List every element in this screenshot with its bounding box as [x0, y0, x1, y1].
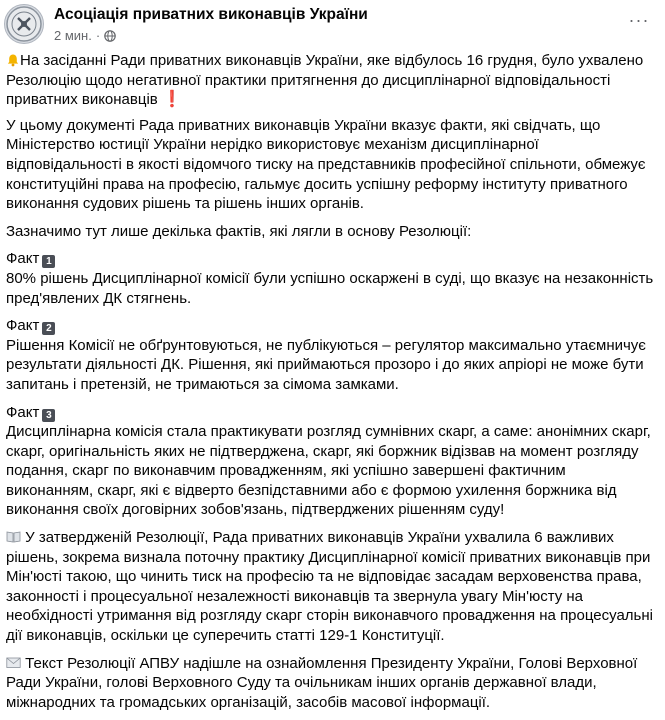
fact-label: Факт — [6, 317, 40, 335]
book-icon — [6, 530, 21, 543]
fact-label: Факт — [6, 250, 40, 268]
more-options-button[interactable]: ··· — [628, 9, 650, 30]
resolution-text: У затвердженій Резолюції, Рада приватних виконавців України ухвалила 6 важливих рішень, зокрема визнала поточну практику Дисциплінарної комісії приватних виконавців при Мін'юсті такою, що чинить тиск на професію та не відповідає засадам верховенства права, законності і процесуальної незалежності виконавців та звернула увагу Мін'юсту на необхідності утримання від розгляду скарг сторін виконавчого провадження на процесуальні дії виконавців, оскільки це суперечить статті 129-1 Конституції. — [6, 529, 653, 645]
association-logo-icon — [5, 5, 43, 43]
post-body — [6, 51, 656, 720]
post-time[interactable]: 2 мин. — [54, 28, 92, 43]
fact-2 — [6, 316, 656, 394]
fact-3-text: Дисциплінарна комісія стала практикувати розгляд сумнівних скарг, а саме: анонімних скарг, скарг, оригінальність яких не підтверджена, скарг, які боржник відізвав на момент розгляду подання, скарг по виконавчим провадженням, які успішно завершені фактичним виконанням, скарг, які є відверто безпідставними або є формою ухилення боржника від виконання своїх договірних зобов'язань, підтверджених рішенням суду! — [6, 423, 651, 519]
fact-2-text: Рішення Комісії не обґрунтовуються, не публікуються – регулятор максимально утаємничує результати діяльності ДК. Рішення, які приймаються прозоро і до яких апріорі не може бути запитань і претензій, не тримаються за сімома замками. — [6, 336, 646, 393]
envelope-icon — [6, 656, 21, 669]
sent-text: Текст Резолюції АПВУ надішле на ознайомлення Президенту України, Голові Верховної Ради України, голові Верховного Суду та очільникам інших органів державної влади, міжнародних та громадських організацій, засобів масової інформації. — [6, 654, 638, 711]
fact-1-text: 80% рішень Дисциплінарної комісії були успішно оскаржені в суді, що вказує на незаконність пред'явлених ДК стягнень. — [6, 269, 654, 307]
fact-3 — [6, 403, 656, 521]
keycap-3-icon: 3 — [42, 409, 55, 422]
bell-icon — [6, 53, 20, 67]
keycap-1-icon: 1 — [42, 255, 55, 268]
fact-1 — [6, 249, 656, 308]
avatar[interactable] — [4, 4, 44, 44]
paragraph-facts-intro: Зазначимо тут лише декілька фактів, які лягли в основу Резолюції: — [6, 222, 472, 240]
post-meta — [54, 28, 116, 43]
post-header — [4, 4, 665, 48]
paragraph-intro — [6, 51, 656, 110]
globe-icon — [104, 30, 116, 42]
page-name-link[interactable]: Асоціація приватних виконавців України — [54, 6, 368, 23]
paragraph-context: У цьому документі Рада приватних виконавців України вказує факти, які свідчать, що Міністерство юстиції України нерідко використовує механізм дисциплінарної відповідальності в якості відомчого тиску на представників професійної спільноти, обмежує конституційні права на професію, гальмує досить успішну реформу інституту приватного виконання судових рішень та рішень інших органів. — [6, 116, 646, 213]
fact-label: Факт — [6, 403, 40, 421]
intro-text: На засіданні Ради приватних виконавців України, яке відбулось 16 грудня, було ухвалено Резолюцію щодо негативної практики притягнення до дисциплінарної відповідальності приватних виконавців — [6, 52, 644, 109]
paragraph-resolution — [6, 528, 656, 646]
paragraph-sent — [6, 654, 656, 713]
red-exclamation-icon: ❗ — [161, 91, 182, 109]
meta-separator: · — [95, 28, 101, 43]
keycap-2-icon: 2 — [42, 322, 55, 335]
